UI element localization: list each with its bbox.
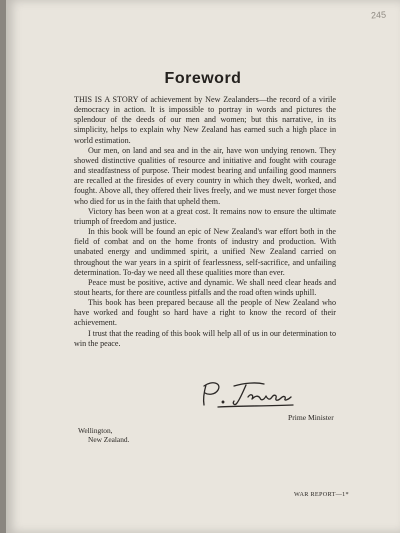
paragraph: This book has been prepared because all the people of New Zealand who have worked and fought so hard have a right to know the record of their achievement. (74, 298, 336, 328)
signer-title: Prime Minister (288, 413, 334, 422)
paragraph: In this book will be found an epic of New Zealand's war effort both in the field of combat and on the home fronts of industry and production. With unabated energy and undimmed spirit, a unified New Zealand carried on throughout the war years in a spirit of fearlessness, self-sacrifice, and unfailing determination. To-day we need all these qualities more than ever. (74, 227, 336, 277)
place-of-signing (78, 426, 129, 444)
pencil-page-note: 245 (370, 9, 387, 21)
foreword-body (74, 95, 336, 349)
place-line: Wellington, (78, 426, 113, 435)
paragraph: Our men, on land and sea and in the air, have won undying renown. They showed distinctive qualities of resource and initiative and fought with courage and steadfastness of purpose. Their modest bearing and unfailing good manners are recalled at the firesides of every country in which they dwelt, worked, and fought. Above all, they offered their lives freely, and we must never forget those who died for us in the faith that upheld them. (74, 145, 336, 206)
paragraph: THIS IS A STORY of achievement by New Zealanders—the record of a virile democracy in action. It is impossible to portray in words and pictures the splendour of the deeds of our men and women; but this narrative, in its simplicity, helps to explain why New Zealand has earned such a high place in world estimation. (74, 95, 336, 145)
place-line: New Zealand. (88, 435, 130, 444)
document-page (6, 0, 400, 533)
page-title: Foreword (164, 70, 242, 87)
paragraph: I trust that the reading of this book will help all of us in our determination to win the peace. (74, 328, 336, 348)
handwritten-signature (198, 378, 308, 412)
paragraph: Peace must be positive, active and dynamic. We shall need clear heads and stout hearts, for there are countless pitfalls and the road often winds uphill. (74, 277, 336, 297)
page-reference: WAR REPORT—1* (294, 491, 349, 498)
paragraph: Victory has been won at a great cost. It remains now to ensure the ultimate triumph of freedom and justice. (74, 206, 336, 226)
